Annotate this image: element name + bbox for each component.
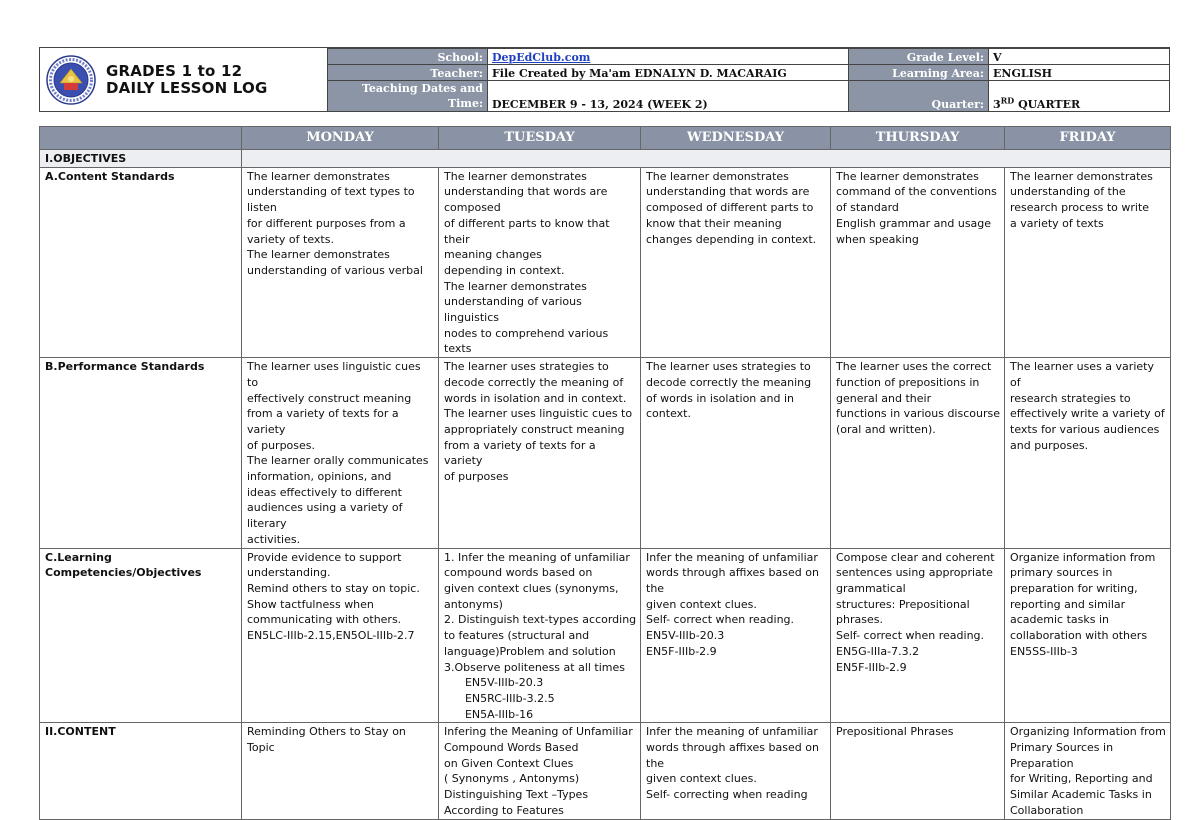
day-header-wednesday: WEDNESDAY: [641, 127, 831, 150]
performance-standards-wednesday-cell: [641, 358, 831, 548]
cell-text-line: the: [646, 581, 665, 595]
cell-text-line: Similar Academic Tasks in: [1010, 788, 1152, 802]
cell-text-line: Remind others to stay on topic.: [247, 581, 420, 595]
cell-text-line: for Writing, Reporting and: [1010, 772, 1153, 786]
content-standards-tuesday-cell: [439, 167, 641, 357]
cell-text-line: The learner demonstrates: [247, 169, 390, 183]
cell-text-line: given context clues (synonyms,: [444, 581, 619, 595]
teaching-dates-label-line-2: Time:: [447, 97, 483, 110]
cell-text-line: The learner orally communicates: [247, 454, 429, 468]
cell-text-line: nodes to comprehend various texts: [444, 326, 612, 356]
content-standards-thursday-cell: [831, 167, 1005, 357]
learning-competencies-friday-cell: [1005, 548, 1171, 723]
quarter-value: [989, 81, 1170, 112]
cell-text-line: antonyms): [444, 597, 503, 611]
cell-text-line: (oral and written).: [836, 422, 936, 436]
performance-standards-tuesday-cell: [439, 358, 641, 548]
cell-text-line: Organize information from: [1010, 550, 1156, 564]
cell-text-line: Reminding Others to Stay on Topic: [247, 725, 410, 755]
school-link[interactable]: DepEdClub.com: [492, 51, 591, 64]
cell-text-line: Show tactfulness when: [247, 597, 374, 611]
cell-text-line: know that their meaning: [646, 216, 782, 230]
cell-text-line: to features (structural and: [444, 629, 590, 643]
row-label-line: Competencies/Objectives: [45, 566, 202, 580]
cell-text-line: The learner demonstrates: [247, 248, 390, 262]
content-standards-monday-cell: [242, 167, 439, 357]
cell-text-line: structures: Prepositional: [836, 597, 970, 611]
cell-text-line: EN5V-IIIb-20.3: [646, 629, 725, 643]
cell-text-line: Prepositional Phrases: [836, 725, 954, 739]
cell-text-line: given context clues.: [646, 597, 757, 611]
cell-text-line: understanding that words are: [444, 185, 608, 199]
cell-text-line: composed: [444, 201, 501, 215]
header-corner: [40, 127, 242, 150]
cell-text-line: audiences using a variety of: [247, 501, 403, 515]
school-value: [488, 49, 849, 65]
cell-text-line: 1. Infer the meaning of unfamiliar: [444, 550, 630, 564]
cell-text-line: The learner uses linguistic cues to: [247, 360, 425, 389]
cell-text-line: understanding of various linguistics: [444, 295, 586, 325]
cell-text-line: Compound Words Based: [444, 741, 579, 755]
lesson-table: [39, 126, 1170, 820]
teaching-dates-value: DECEMBER 9 - 13, 2024 (WEEK 2): [488, 81, 849, 112]
cell-text-line: According to Features: [444, 803, 564, 817]
content-standards-wednesday-cell: [641, 167, 831, 357]
cell-text-line: literary: [247, 517, 287, 531]
cell-text-line: EN5F-IIIb-2.9: [646, 644, 717, 658]
cell-text-line: Self- correcting when reading: [646, 788, 808, 802]
cell-text-line: language)Problem and solution: [444, 644, 616, 658]
cell-text-line: understanding.: [247, 566, 331, 580]
content-standards-friday-cell: [1005, 167, 1171, 357]
cell-text-line: understanding of various verbal: [247, 263, 423, 277]
cell-text-line: decode correctly the meaning: [646, 375, 812, 389]
cell-text-line: The learner demonstrates: [444, 279, 587, 293]
cell-text-line: information, opinions, and: [247, 470, 392, 484]
cell-text-line: composed of different parts to: [646, 201, 814, 215]
cell-text-line: of words in isolation and in: [646, 391, 794, 405]
content-row: [40, 723, 1171, 819]
objectives-row: [40, 150, 1171, 168]
cell-text-line: The learner uses strategies to: [444, 360, 609, 374]
cell-text-line: the: [646, 756, 665, 770]
cell-text-line: depending in context.: [444, 263, 565, 277]
performance-standards-friday-cell: [1005, 358, 1171, 548]
learning-competencies-thursday-cell: [831, 548, 1005, 723]
content-standards-label: [40, 167, 242, 357]
cell-text-line: for different purposes from a: [247, 216, 406, 230]
cell-text-line: command of the conventions: [836, 185, 997, 199]
learning-competencies-label: [40, 548, 242, 723]
day-header-tuesday: TUESDAY: [439, 127, 641, 150]
cell-text-line: The learner uses the correct: [836, 360, 992, 374]
cell-text-line: Distinguishing Text –Types: [444, 788, 589, 802]
learning-competencies-row: [40, 548, 1171, 723]
cell-text-line: a variety of texts: [1010, 216, 1104, 230]
cell-text-line: understanding of text types to: [247, 185, 415, 199]
teacher-value: File Created by Ma'am EDNALYN D. MACARAIG: [488, 65, 849, 81]
cell-text-line: The learner demonstrates: [646, 169, 789, 183]
day-header-thursday: THURSDAY: [831, 127, 1005, 150]
cell-text-line: ideas effectively to different: [247, 485, 402, 499]
cell-text-line: 3.Observe politeness at all times: [444, 660, 626, 674]
performance-standards-thursday-cell: [831, 358, 1005, 548]
objectives-fill: [242, 150, 1171, 168]
cell-text-line: compound words based on: [444, 566, 593, 580]
cell-text-line: when speaking: [836, 232, 919, 246]
cell-text-line: context.: [646, 407, 691, 421]
cell-text-line: reporting and similar: [1010, 597, 1126, 611]
cell-text-line: listen: [247, 201, 277, 215]
learning-area-value: ENGLISH: [989, 65, 1170, 81]
title-line-1: GRADES 1 to 12: [106, 62, 243, 80]
logo-cell: [40, 48, 328, 111]
teacher-label: Teacher:: [328, 65, 488, 81]
cell-text-line: meaning changes: [444, 248, 542, 262]
cell-text-line: Self- correct when reading.: [646, 613, 795, 627]
content-friday-cell: [1005, 723, 1171, 819]
cell-text-line: phrases.: [836, 613, 883, 627]
content-thursday-cell: [831, 723, 1005, 819]
cell-text-line: grammatical: [836, 581, 906, 595]
content-tuesday-cell: [439, 723, 641, 819]
quarter-word: QUARTER: [1014, 98, 1081, 111]
cell-text-line: The learner uses strategies to: [646, 360, 811, 374]
document-title: [106, 63, 268, 97]
cell-text-line: words in isolation and in context.: [444, 391, 627, 405]
cell-text-line: general and their: [836, 391, 932, 405]
cell-text-line: ( Synonyms , Antonyms): [444, 772, 580, 786]
cell-text-line: Collaboration: [1010, 803, 1084, 817]
cell-text-line: of purposes: [444, 470, 509, 484]
cell-text-line: words through affixes based on: [646, 566, 819, 580]
cell-text-line: texts for various audiences: [1010, 422, 1160, 436]
cell-text-line: understanding that words are: [646, 185, 810, 199]
teaching-dates-label: [328, 81, 488, 112]
cell-text-line: from a variety of texts for a variety: [444, 438, 600, 468]
cell-text-line: EN5SS-IIIb-3: [1010, 644, 1078, 658]
day-header-friday: FRIDAY: [1005, 127, 1171, 150]
cell-text-line: variety of texts.: [247, 232, 334, 246]
content-monday-cell: [242, 723, 439, 819]
learning-competencies-tuesday-cell: [439, 548, 641, 723]
cell-text-line: EN5A-IIIb-16: [444, 707, 534, 721]
cell-text-line: Compose clear and coherent: [836, 550, 995, 564]
day-header-monday: MONDAY: [242, 127, 439, 150]
learning-area-label: Learning Area:: [849, 65, 989, 81]
cell-text-line: The learner demonstrates: [1010, 169, 1153, 183]
cell-text-line: of purposes.: [247, 438, 316, 452]
deped-seal-icon: [46, 55, 96, 105]
quarter-ordinal: RD: [1000, 95, 1015, 106]
row-label-line: II.CONTENT: [45, 725, 116, 739]
school-label: School:: [328, 49, 488, 65]
performance-standards-row: [40, 358, 1171, 548]
cell-text-line: preparation for writing,: [1010, 581, 1138, 595]
cell-text-line: Infer the meaning of unfamiliar: [646, 725, 818, 739]
learning-competencies-wednesday-cell: [641, 548, 831, 723]
cell-text-line: on Given Context Clues: [444, 756, 574, 770]
cell-text-line: research process to write: [1010, 201, 1150, 215]
cell-text-line: activities.: [247, 532, 301, 546]
teaching-dates-label-line-1: Teaching Dates and: [361, 82, 483, 95]
performance-standards-monday-cell: [242, 358, 439, 548]
row-label-line: C.Learning: [45, 550, 112, 564]
cell-text-line: sentences using appropriate: [836, 566, 993, 580]
cell-text-line: Infering the Meaning of Unfamiliar: [444, 725, 633, 739]
quarter-label: Quarter:: [849, 81, 989, 112]
cell-text-line: function of prepositions in: [836, 375, 980, 389]
title-line-2: DAILY LESSON LOG: [106, 79, 268, 97]
cell-text-line: of different parts to know that their: [444, 216, 614, 246]
cell-text-line: Preparation: [1010, 756, 1074, 770]
cell-text-line: appropriately construct meaning: [444, 422, 625, 436]
info-grid: [327, 48, 1169, 111]
cell-text-line: of standard: [836, 201, 899, 215]
performance-standards-label: [40, 358, 242, 548]
cell-text-line: EN5RC-IIIb-3.2.5: [444, 691, 555, 705]
cell-text-line: EN5G-IIIa-7.3.2: [836, 644, 920, 658]
content-label: [40, 723, 242, 819]
cell-text-line: and purposes.: [1010, 438, 1089, 452]
cell-text-line: Primary Sources in: [1010, 741, 1114, 755]
row-label-line: A.Content Standards: [45, 169, 175, 183]
cell-text-line: from a variety of texts for a variety: [247, 407, 403, 436]
cell-text-line: given context clues.: [646, 772, 757, 786]
cell-text-line: effectively construct meaning: [247, 391, 412, 405]
learning-competencies-monday-cell: [242, 548, 439, 723]
cell-text-line: EN5LC-IIIb-2.15,EN5OL-IIIb-2.7: [247, 629, 415, 643]
cell-text-line: decode correctly the meaning of: [444, 375, 624, 389]
cell-text-line: changes depending in context.: [646, 232, 817, 246]
cell-text-line: The learner uses linguistic cues to: [444, 407, 633, 421]
content-standards-row: [40, 167, 1171, 357]
cell-text-line: The learner uses a variety of: [1010, 360, 1158, 389]
content-wednesday-cell: [641, 723, 831, 819]
grade-level-value: V: [989, 49, 1170, 65]
cell-text-line: English grammar and usage: [836, 216, 992, 230]
cell-text-line: understanding of the: [1010, 185, 1126, 199]
cell-text-line: effectively write a variety of: [1010, 407, 1165, 421]
cell-text-line: academic tasks in: [1010, 613, 1110, 627]
cell-text-line: collaboration with others: [1010, 629, 1148, 643]
cell-text-line: EN5F-IIIb-2.9: [836, 660, 907, 674]
header-block: [39, 47, 1170, 112]
cell-text-line: The learner demonstrates: [444, 169, 587, 183]
cell-text-line: research strategies to: [1010, 391, 1131, 405]
cell-text-line: communicating with others.: [247, 613, 402, 627]
cell-text-line: Provide evidence to support: [247, 550, 402, 564]
row-label-line: B.Performance Standards: [45, 360, 205, 374]
cell-text-line: Organizing Information from: [1010, 725, 1166, 739]
cell-text-line: The learner demonstrates: [836, 169, 979, 183]
cell-text-line: primary sources in: [1010, 566, 1113, 580]
cell-text-line: 2. Distinguish text-types according: [444, 613, 637, 627]
cell-text-line: functions in various discourse: [836, 407, 1000, 421]
cell-text-line: Self- correct when reading.: [836, 629, 985, 643]
quarter-number: 3: [993, 98, 1001, 111]
cell-text-line: words through affixes based on: [646, 741, 819, 755]
cell-text-line: Infer the meaning of unfamiliar: [646, 550, 818, 564]
grade-level-label: Grade Level:: [849, 49, 989, 65]
cell-text-line: EN5V-IIIb-20.3: [444, 676, 544, 690]
objectives-label: I.OBJECTIVES: [40, 150, 242, 168]
